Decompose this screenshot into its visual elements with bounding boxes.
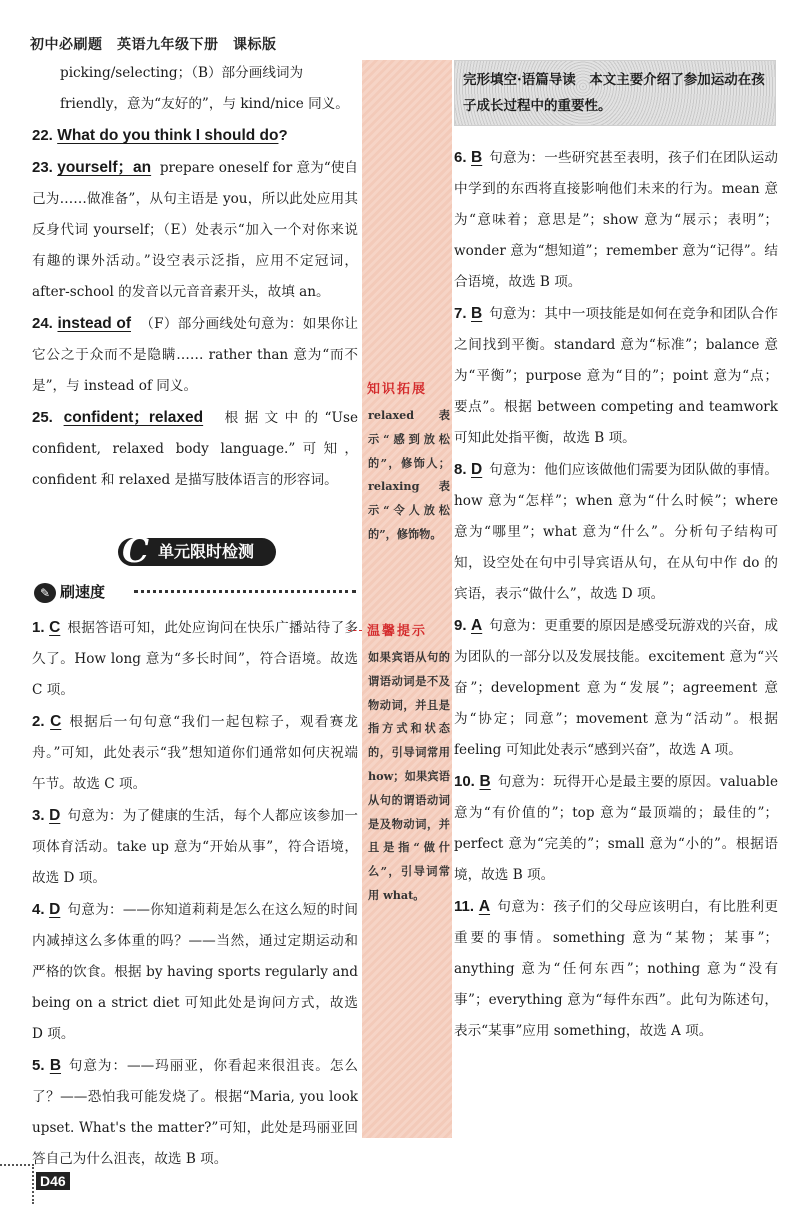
answer-item: [454, 766, 778, 891]
answer-item: [454, 298, 778, 454]
answer-item: [32, 800, 358, 894]
corner-mark: [0, 1164, 34, 1166]
item-explanation: 根据后一句句意“我们一起包粽子，观看赛龙舟。”可知，此处表示“我”想知道你们通常如何庆祝端午节。故选 C 项。: [32, 714, 358, 792]
speed-answers: [32, 612, 358, 1175]
item-number: 4.: [32, 901, 45, 918]
q23-answer: yourself；an: [57, 159, 152, 176]
cloze-answers: [454, 142, 778, 1047]
answer-25: [32, 402, 358, 496]
q23-number: 23.: [32, 159, 53, 176]
item-number: 8.: [454, 461, 467, 478]
item-explanation: 句意为：为了健康的生活，每个人都应该参加一项体育活动。take up 意为“开始从事”，符合语境，故选 D 项。: [32, 808, 359, 886]
item-answer: B: [479, 773, 491, 790]
item-number: 2.: [32, 713, 45, 730]
warm-tip-title: 温馨提示: [367, 624, 428, 639]
item-number: 6.: [454, 149, 467, 166]
warm-tip-text: 如果宾语从句的谓语动词是不及物动词，并且是指方式和状态的，引导词常用 how；如果宾语从句的谓语动词是及物动词，并且是指“做什么”，引导词常用 what。: [368, 650, 450, 902]
answer-item: [32, 612, 358, 706]
intro-line-2: friendly，意为“友好的”，与 kind/nice 同义。: [60, 96, 349, 112]
q24-answer: instead of: [57, 315, 131, 332]
item-explanation: 句意为：一些研究甚至表明，孩子们在团队运动中学到的东西将直接影响他们未来的行为。mean 意为“意味着；意思是”；show 意为“展示；表明”；wonder 意为“想知道”；remember 意为“记得”。结合语境，故选 B 项。: [454, 150, 779, 290]
answer-item: [454, 610, 778, 766]
answer-item: [454, 454, 778, 610]
pointer-line: [348, 630, 362, 631]
item-explanation: 句意为：孩子们的父母应该明白，有比胜利更重要的事情。something 意为“某物；某事”；anything 意为“任何东西”；nothing 意为“没有事”；everything 意为“每件东西”。此句为陈述句，表示“某事”应用 something，故选 A 项。: [454, 899, 779, 1039]
item-explanation: 句意为：更重要的原因是感受玩游戏的兴奋，成为团队的一部分以及发展技能。excitement 意为“兴奋”；development 意为“发展”；agreement 意为“协定；同意”；movement 意为“活动”。根据 feeling 可知此处表示“感到兴奋”，故选 A 项。: [454, 618, 779, 758]
q25-explanation: 根据文中的“Use confident, relaxed body language.”可知，confident 和 relaxed 是描写肢体语言的形容词。: [32, 410, 358, 488]
item-number: 1.: [32, 619, 45, 636]
q25-answer: confident；relaxed: [63, 409, 204, 426]
answer-23: [32, 152, 358, 308]
left-column: [32, 58, 358, 496]
q23-explanation: prepare oneself for 意为“使自己为……做准备”，从句主语是 you，所以此处应用其反身代词 yourself；（E）处表示“加入一个对你来说有趣的课外活动。”设空表示泛指，应用不定冠词，after-school 的发音以元音音素开头，故填 an。: [32, 160, 358, 300]
item-answer: A: [471, 617, 483, 634]
item-number: 9.: [454, 617, 467, 634]
answer-24: [32, 308, 358, 402]
knowledge-tip-title: 知识拓展: [367, 382, 428, 397]
item-answer: D: [471, 461, 483, 478]
item-number: 11.: [454, 898, 475, 915]
answer-item: [32, 1050, 358, 1175]
item-answer: D: [49, 807, 61, 824]
passage-guide-text: 完形填空·语篇导读 本文主要介绍了参加运动在孩子成长过程中的重要性。: [463, 72, 765, 114]
item-explanation: 根据答语可知，此处应询问在快乐广播站待了多久了。How long 意为“多长时间”，符合语境。故选 C 项。: [32, 620, 359, 698]
page-number: D46: [36, 1172, 70, 1190]
q22-number: 22.: [32, 127, 53, 144]
item-answer: C: [49, 619, 61, 636]
answer-item: [32, 706, 358, 800]
q22-punct: ?: [278, 127, 288, 144]
item-answer: D: [49, 901, 61, 918]
item-answer: B: [471, 149, 483, 166]
answer-item: [454, 142, 778, 298]
item-number: 10.: [454, 773, 475, 790]
item-number: 5.: [32, 1057, 45, 1074]
item-answer: A: [478, 898, 491, 915]
item-explanation: 句意为：——你知道莉莉是怎么在这么短的时间内减掉这么多体重的吗？——当然，通过定期运动和严格的饮食。根据 by having sports regularly and being on a strict diet 可知此处是询问方式，故选 D 项。: [32, 902, 358, 1042]
q24-number: 24.: [32, 315, 53, 332]
item-explanation: 句意为：——玛丽亚，你看起来很沮丧。怎么了？——恐怕我可能发烧了。根据“Maria, you look upset. What's the matter?”可知，此处是玛丽亚回答自己为什么沮丧，故选 B 项。: [32, 1058, 359, 1167]
margin-notes-panel: [362, 60, 452, 1138]
answer-22: [32, 120, 358, 152]
item-answer: C: [50, 713, 62, 730]
banner-text: 单元限时检测: [158, 542, 255, 561]
dotted-divider: [134, 590, 356, 593]
item-explanation: 句意为：其中一项技能是如何在竞争和团队合作之间找到平衡。standard 意为“标准”；balance 意为“平衡”；purpose 意为“目的”；point 意为“点；要点”。根据 between competing and teamwork 可知此处指平衡，故选 B 项。: [454, 306, 779, 446]
intro-line-1: picking/selecting；（B）部分画线词为: [60, 65, 304, 81]
speed-label: 刷速度: [60, 583, 106, 601]
continued-explanation: [32, 58, 358, 120]
q24-explanation: （F）部分画线处句意为：如果你让它公之于众而不是隐瞒…… rather than 意为“而不是”，与 instead of 同义。: [32, 316, 358, 394]
answer-item: [454, 891, 778, 1047]
item-explanation: 句意为：他们应该做他们需要为团队做的事情。how 意为“怎样”；when 意为“什么时候”；where 意为“哪里”；what 意为“什么”。分析句子结构可知，设空处在句中引导宾语从句，在从句中作 do 的宾语，表示“做什么”，故选 D 项。: [454, 462, 779, 602]
speed-section-heading: [34, 581, 356, 603]
banner-letter-icon: C: [122, 531, 150, 571]
item-answer: B: [49, 1057, 62, 1074]
corner-mark-vertical: [32, 1164, 34, 1204]
item-number: 3.: [32, 807, 45, 824]
unit-test-banner: [118, 531, 276, 571]
item-explanation: 句意为：玩得开心是最主要的原因。valuable 意为“有价值的”；top 意为“最顶端的；最佳的”；perfect 意为“完美的”；small 意为“小的”。根据语境，故选 B 项。: [454, 774, 778, 883]
pencil-icon: ✎: [34, 583, 56, 603]
item-answer: B: [471, 305, 483, 322]
knowledge-tip-text: relaxed 表示“感到放松的”，修饰人；relaxing 表示“令人放松的”，修饰物。: [368, 408, 450, 541]
answer-item: [32, 894, 358, 1050]
passage-guide-box: [454, 60, 776, 126]
q25-number: 25.: [32, 409, 53, 426]
running-header: 初中必刷题 英语九年级下册 课标版: [30, 37, 277, 53]
item-number: 7.: [454, 305, 467, 322]
q22-answer: What do you think I should do: [57, 127, 279, 144]
